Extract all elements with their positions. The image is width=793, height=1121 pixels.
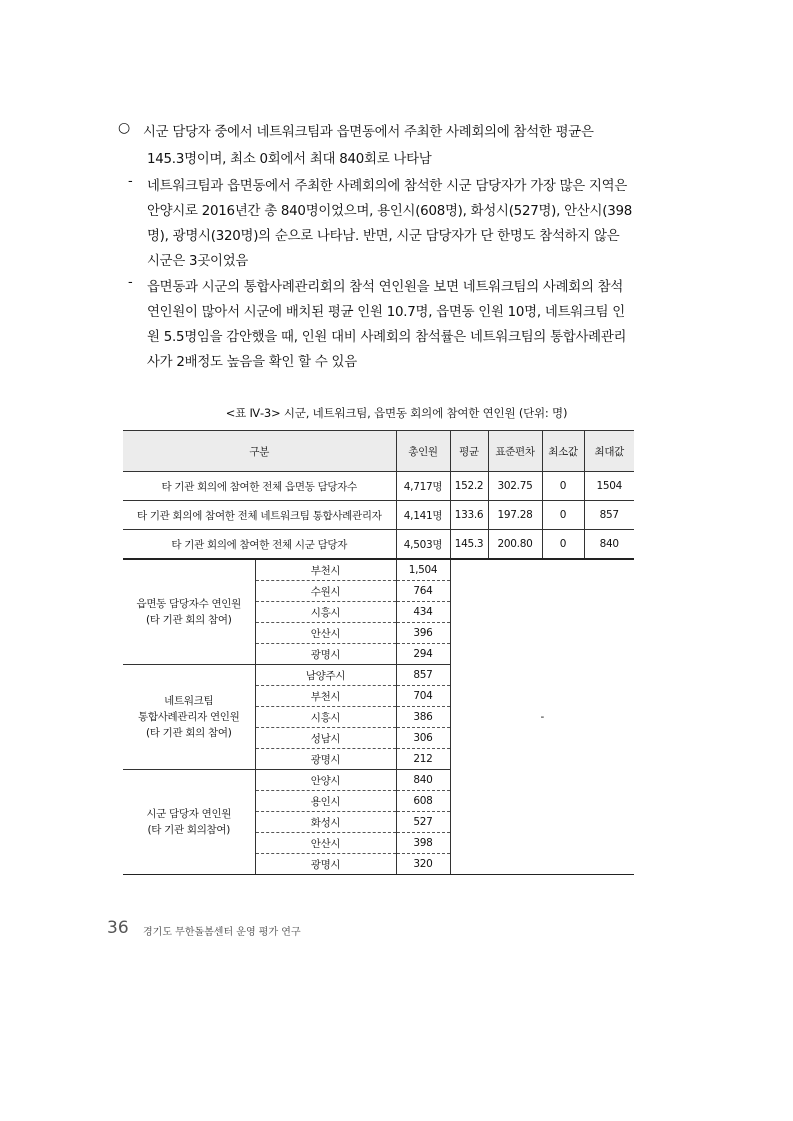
value-cell: 398 [396,833,450,854]
header-total: 총인원 [396,431,450,472]
value-cell: 320 [396,854,450,875]
paragraph-2-line-3: 명), 광명시(320명)의 순으로 나타남. 반면, 시군 담당자가 단 한명도 참석하지 않은 [147,229,620,244]
city-cell: 시흥시 [255,707,396,728]
summary-label: 타 기관 회의에 참여한 전체 네트워크팀 통합사례관리자 [123,501,396,530]
running-title: 경기도 무한돌봄센터 운영 평가 연구 [143,927,301,938]
summary-min: 0 [542,472,584,501]
group-label-line: 네트워크팀 [164,695,214,707]
value-cell: 704 [396,686,450,707]
table-caption: <표 Ⅳ-3> 시군, 네트워크팀, 읍면동 회의에 참여한 연인원 (단위: 명) [225,406,568,420]
value-cell: 764 [396,581,450,602]
summary-label: 타 기관 회의에 참여한 전체 시군 담당자 [123,530,396,560]
summary-row [123,530,634,560]
city-cell: 성남시 [255,728,396,749]
group-label-line: (타 기관 회의 참여) [145,614,232,626]
group-label-line: 시군 담당자 연인원 [146,808,232,820]
header-min: 최소값 [542,431,584,472]
summary-label: 타 기관 회의에 참여한 전체 읍면동 담당자수 [123,472,396,501]
value-cell: 306 [396,728,450,749]
value-cell: 840 [396,770,450,791]
value-cell: 527 [396,812,450,833]
summary-max: 840 [584,530,634,560]
city-cell: 안산시 [255,623,396,644]
city-cell: 광명시 [255,644,396,665]
paragraph-1-line-2: 145.3명이며, 최소 0회에서 최대 840회로 나타남 [147,152,432,167]
bullet-circle: ○ [118,120,131,136]
summary-total: 4,503명 [396,530,450,560]
value-cell: 857 [396,665,450,686]
summary-max: 857 [584,501,634,530]
dash-bullet: - [128,174,133,189]
participation-table [123,430,634,875]
paragraph-2-line-1: 네트워크팀과 읍면동에서 주최한 사례회의에 참석한 시군 담당자가 가장 많은 지역은 [147,179,628,194]
paragraph-3-line-4: 사가 2배정도 높음을 확인 할 수 있음 [147,355,357,370]
city-cell: 안산시 [255,833,396,854]
paragraph-1-line-1: 시군 담당자 중에서 네트워크팀과 읍면동에서 주최한 사례회의에 참석한 평균은 [143,125,594,140]
city-cell: 광명시 [255,854,396,875]
table-row [123,559,634,581]
summary-mean: 133.6 [450,501,488,530]
summary-sd: 200.80 [488,530,542,560]
value-cell: 396 [396,623,450,644]
group-label [123,770,255,875]
summary-min: 0 [542,530,584,560]
group-label [123,665,255,770]
city-cell: 시흥시 [255,602,396,623]
paragraph-2-line-4: 시군은 3곳이었음 [147,254,249,269]
city-cell: 부천시 [255,559,396,581]
city-cell: 용인시 [255,791,396,812]
summary-max: 1504 [584,472,634,501]
summary-min: 0 [542,501,584,530]
summary-sd: 302.75 [488,472,542,501]
paragraph-2-line-2: 안양시로 2016년간 총 840명이었으며, 용인시(608명), 화성시(527명), 안산시(398 [147,204,633,219]
summary-row [123,501,634,530]
city-cell: 광명시 [255,749,396,770]
group-label [123,559,255,665]
summary-mean: 145.3 [450,530,488,560]
summary-sd: 197.28 [488,501,542,530]
city-cell: 남양주시 [255,665,396,686]
header-category: 구분 [123,431,396,472]
value-cell: 386 [396,707,450,728]
group-label-line: (타 기관 회의참여) [147,824,231,836]
group-label-line: 읍면동 담당자수 연인원 [136,598,241,610]
summary-mean: 152.2 [450,472,488,501]
group-label-line: (타 기관 회의 참여) [145,727,232,739]
summary-total: 4,141명 [396,501,450,530]
dash-bullet: - [128,275,133,290]
summary-total: 4,717명 [396,472,450,501]
table-header-row [123,431,634,472]
value-cell: 434 [396,602,450,623]
header-max: 최대값 [584,431,634,472]
paragraph-3-line-1: 읍면동과 시군의 통합사례관리회의 참석 연인원을 보면 네트워크팀의 사례회의 참석 [147,280,624,295]
value-cell: 294 [396,644,450,665]
group-label-line: 통합사례관리자 연인원 [138,711,240,723]
page-number: 36 [107,918,129,938]
header-sd: 표준편차 [488,431,542,472]
value-cell: 1,504 [396,559,450,581]
header-mean: 평균 [450,431,488,472]
value-cell: 608 [396,791,450,812]
blank-stats-area: - [450,559,634,875]
city-cell: 부천시 [255,686,396,707]
city-cell: 화성시 [255,812,396,833]
paragraph-3-line-3: 원 5.5명임을 감안했을 때, 인원 대비 사례회의 참석률은 네트워크팀의 통합사례관리 [147,330,627,345]
value-cell: 212 [396,749,450,770]
summary-row [123,472,634,501]
city-cell: 안양시 [255,770,396,791]
city-cell: 수원시 [255,581,396,602]
paragraph-3-line-2: 연인원이 많아서 시군에 배치된 평균 인원 10.7명, 읍면동 인원 10명, 네트워크팀 인 [147,305,625,320]
